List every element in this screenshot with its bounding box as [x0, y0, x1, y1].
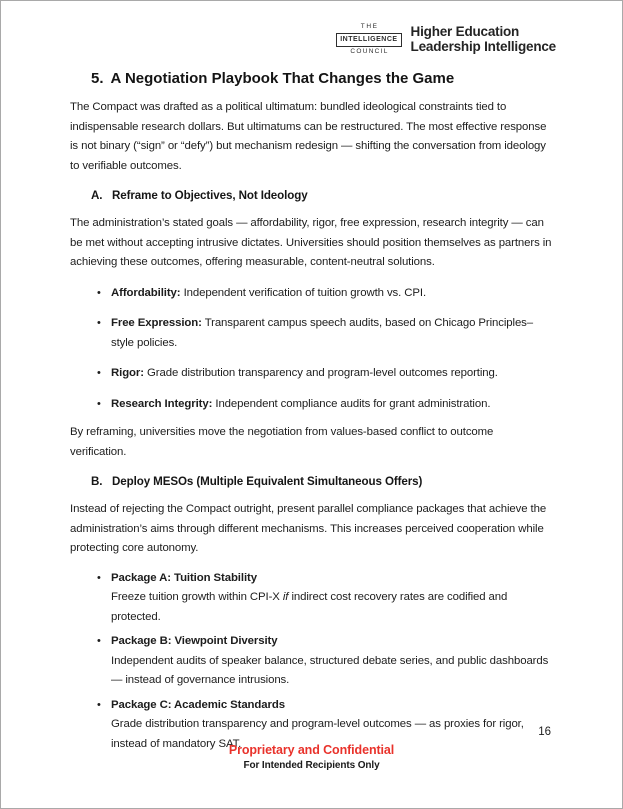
brand-wordmark	[411, 25, 556, 54]
list-item	[70, 395, 552, 415]
bullet-icon: •	[97, 367, 101, 379]
document-body	[1, 98, 622, 754]
bullet-lead: Rigor:	[111, 367, 144, 379]
brand-line-1: Higher Education	[410, 24, 520, 39]
logo-text-the: THE	[360, 23, 379, 30]
section-a-title: Reframe to Objectives, Not Ideology	[112, 189, 308, 202]
package-text: Freeze tuition growth within CPI-X	[111, 591, 283, 603]
footer-recipients-notice: For Intended Recipients Only	[243, 760, 380, 771]
section-a-closing-paragraph: By reframing, universities move the negotiation from values-based conflict to outcome verification.	[70, 426, 494, 458]
section-a-heading	[91, 186, 552, 205]
section-b-heading	[91, 472, 552, 491]
page-title-text: A Negotiation Playbook That Changes the Game	[110, 70, 455, 87]
package-description	[111, 652, 552, 691]
bullet-lead: Affordability:	[111, 286, 181, 299]
footer-confidential-notice: Proprietary and Confidential	[228, 743, 395, 757]
list-item	[70, 314, 552, 353]
list-item	[70, 284, 552, 304]
bullet-icon: •	[97, 286, 101, 299]
section-a-label: A.	[91, 189, 103, 202]
package-description	[111, 588, 552, 627]
logo-text-intelligence: INTELLIGENCE	[336, 33, 401, 47]
section-b-title: Deploy MESOs (Multiple Equivalent Simultaneous Offers)	[112, 475, 423, 488]
bullet-lead: Research Integrity:	[111, 397, 213, 410]
package-text-italic: if	[282, 591, 289, 603]
section-a-paragraph: The administration’s stated goals — affordability, rigor, free expression, research integrity — can be met without accepting intrusive dictates. Universities should position themselves as partners in achieving these outcomes, offering measurable, content-neutral solutions.	[70, 217, 552, 268]
section-b-paragraph: Instead of rejecting the Compact outright, present parallel compliance packages that achieve the administration’s aims through different mechanisms. This increases perceived cooperation while protecting core autonomy.	[70, 503, 547, 554]
bullet-icon: •	[97, 698, 101, 711]
bullet-icon: •	[97, 635, 101, 647]
brand-line-2: Leadership Intelligence	[410, 38, 556, 54]
intelligence-council-logo	[336, 24, 401, 55]
page-number: 16	[538, 726, 551, 738]
logo-text-council: COUNCIL	[350, 47, 389, 55]
package-text: indirect cost recovery rates are codified and protected.	[111, 591, 508, 623]
package-title: Package B: Viewpoint Diversity	[111, 635, 278, 647]
bullet-lead: Free Expression:	[111, 317, 202, 329]
page-title-number: 5.	[91, 70, 104, 87]
package-title: Package A: Tuition Stability	[111, 571, 257, 584]
bullet-icon: •	[97, 317, 101, 329]
list-item	[70, 632, 552, 691]
section-a-bullet-list	[70, 284, 552, 415]
bullet-text: Independent compliance audits for grant administration.	[215, 397, 491, 410]
package-text: Independent audits of speaker balance, structured debate series, and public dashboards — instead of governance intrusions.	[111, 654, 549, 686]
package-title: Package C: Academic Standards	[111, 698, 285, 711]
page-header	[1, 1, 622, 55]
page-title	[91, 69, 562, 89]
bullet-text: Transparent campus speech audits, based on Chicago Principles–style policies.	[111, 317, 534, 349]
bullet-text: Grade distribution transparency and program-level outcomes reporting.	[147, 367, 498, 379]
list-item	[70, 569, 552, 628]
section-b-label: B.	[91, 475, 103, 488]
bullet-icon: •	[97, 397, 101, 410]
package-text: Grade distribution transparency and program-level outcomes — as proxies for rigor, instead of mandatory SAT.	[111, 718, 524, 750]
list-item	[70, 364, 552, 384]
bullet-text: Independent verification of tuition growth vs. CPI.	[183, 286, 427, 299]
intro-paragraph: The Compact was drafted as a political ultimatum: bundled ideological constraints tied to indispensable research dollars. But ultimatums can be restructured. The most effective response is not binary (“sign” or “defy”) but mechanism redesign — shifting the conversation from ideology to verifiable outcomes.	[70, 101, 547, 172]
bullet-icon: •	[97, 571, 101, 584]
